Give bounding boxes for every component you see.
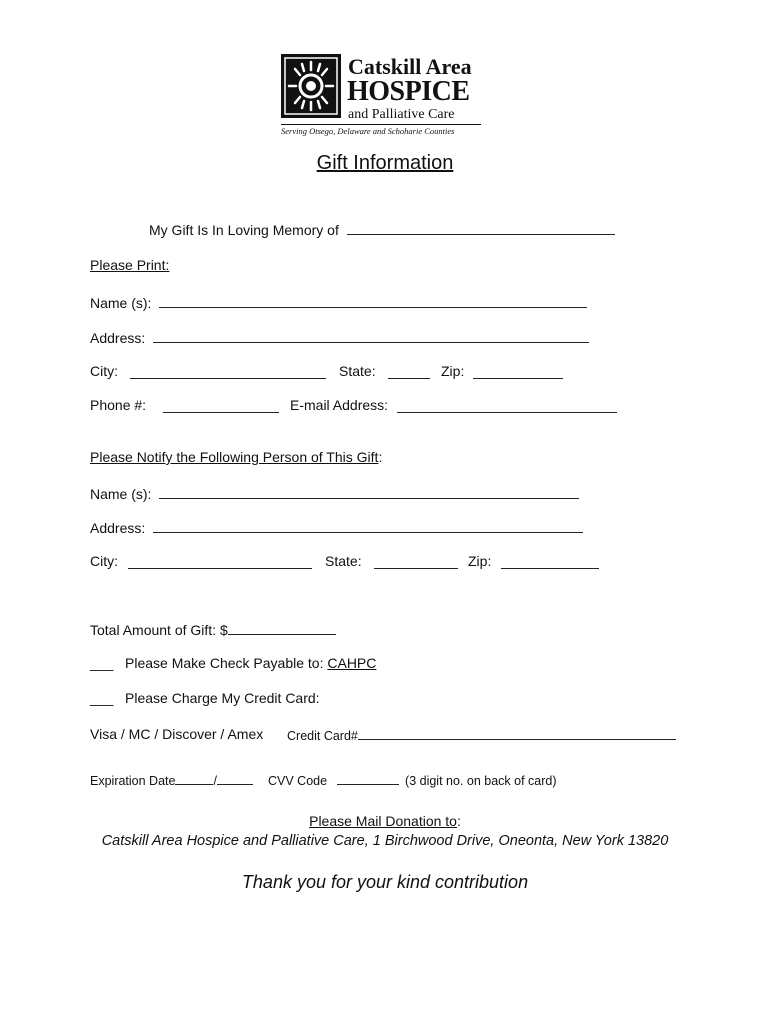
cvv-field[interactable]: [337, 772, 399, 785]
card-number-label: Credit Card#: [287, 729, 358, 743]
mail-address: Catskill Area Hospice and Palliative Care, 1 Birchwood Drive, Oneonta, New York 13820: [101, 833, 669, 849]
thank-you-note: Thank you for your kind contribution: [241, 872, 529, 892]
logo-line-2: HOSPICE: [347, 76, 470, 107]
card-types: Visa / MC / Discover / Amex: [90, 726, 264, 742]
title-text: Gift Information: [316, 152, 454, 174]
donor-phone-field[interactable]: [163, 398, 279, 413]
total-amount-field[interactable]: [228, 620, 336, 635]
donor-email-field[interactable]: [397, 398, 617, 413]
card-blank[interactable]: ___: [90, 690, 114, 706]
notify-address-row: [90, 518, 583, 536]
card-option-row: [90, 690, 320, 706]
mail-heading-row: [0, 813, 770, 829]
memory-label: My Gift Is In Loving Memory of: [149, 222, 339, 238]
notify-address-label: Address:: [90, 520, 146, 536]
expiration-year-field[interactable]: [217, 772, 253, 785]
donor-city-field[interactable]: [130, 364, 326, 379]
card-number-row: [287, 727, 676, 743]
notify-zip-label: Zip:: [468, 553, 492, 569]
expiration-row: [90, 772, 253, 788]
notify-heading-row: [90, 449, 382, 465]
notify-city-label: City:: [90, 553, 118, 569]
logo-line-3: and Palliative Care: [348, 107, 455, 122]
mail-heading: Please Mail Donation to: [309, 813, 457, 829]
donor-email-label: E-mail Address:: [290, 397, 389, 413]
card-label: Please Charge My Credit Card:: [125, 690, 320, 706]
notify-heading: Please Notify the Following Person of This Gift: [90, 449, 379, 465]
donor-zip-field[interactable]: [473, 364, 563, 379]
donor-address-field[interactable]: [153, 328, 589, 343]
card-types-row: [90, 726, 263, 742]
total-row: [90, 620, 336, 638]
notify-city-field[interactable]: [128, 554, 312, 569]
donor-city-label: City:: [90, 363, 118, 379]
check-option-row: [90, 655, 376, 671]
check-label: Please Make Check Payable to:: [125, 655, 324, 671]
donor-name-label: Name (s):: [90, 295, 152, 311]
memory-field[interactable]: [347, 220, 615, 235]
notify-state-label: State:: [325, 553, 362, 569]
check-blank[interactable]: ___: [90, 655, 114, 671]
total-label: Total Amount of Gift: $: [90, 622, 228, 638]
donor-address-row: [90, 328, 589, 346]
notify-name-field[interactable]: [159, 484, 579, 499]
donor-state-label: State:: [339, 363, 376, 379]
notify-address-field[interactable]: [153, 518, 583, 533]
cvv-note: (3 digit no. on back of card): [405, 774, 557, 788]
donor-name-row: [90, 293, 587, 311]
page-title: [0, 152, 770, 175]
logo-divider: [281, 124, 481, 125]
notify-name-row: [90, 484, 579, 502]
please-print-heading: Please Print:: [90, 257, 170, 273]
logo-line-1: Catskill Area: [348, 54, 472, 79]
donor-name-field[interactable]: [159, 293, 587, 308]
donor-address-label: Address:: [90, 330, 146, 346]
notify-colon: :: [378, 449, 383, 465]
hospice-logo-sun-icon: [281, 54, 341, 118]
cvv-label: CVV Code: [268, 774, 328, 788]
notify-zip-field[interactable]: [501, 554, 599, 569]
card-number-field[interactable]: [358, 727, 676, 740]
cvv-row: [268, 772, 557, 788]
notify-state-field[interactable]: [374, 554, 458, 569]
expiration-label: Expiration Date: [90, 774, 176, 788]
donor-state-field[interactable]: [388, 364, 430, 379]
expiration-separator: /: [213, 774, 217, 788]
donor-phone-label: Phone #:: [90, 397, 147, 413]
logo-tagline: Serving Otsego, Delaware and Schoharie Counties: [281, 126, 455, 136]
mail-colon: :: [456, 813, 461, 829]
expiration-month-field[interactable]: [175, 772, 213, 785]
check-payee: CAHPC: [327, 655, 377, 671]
notify-name-label: Name (s):: [90, 486, 152, 502]
memory-row: [149, 220, 615, 238]
donor-zip-label: Zip:: [441, 363, 465, 379]
